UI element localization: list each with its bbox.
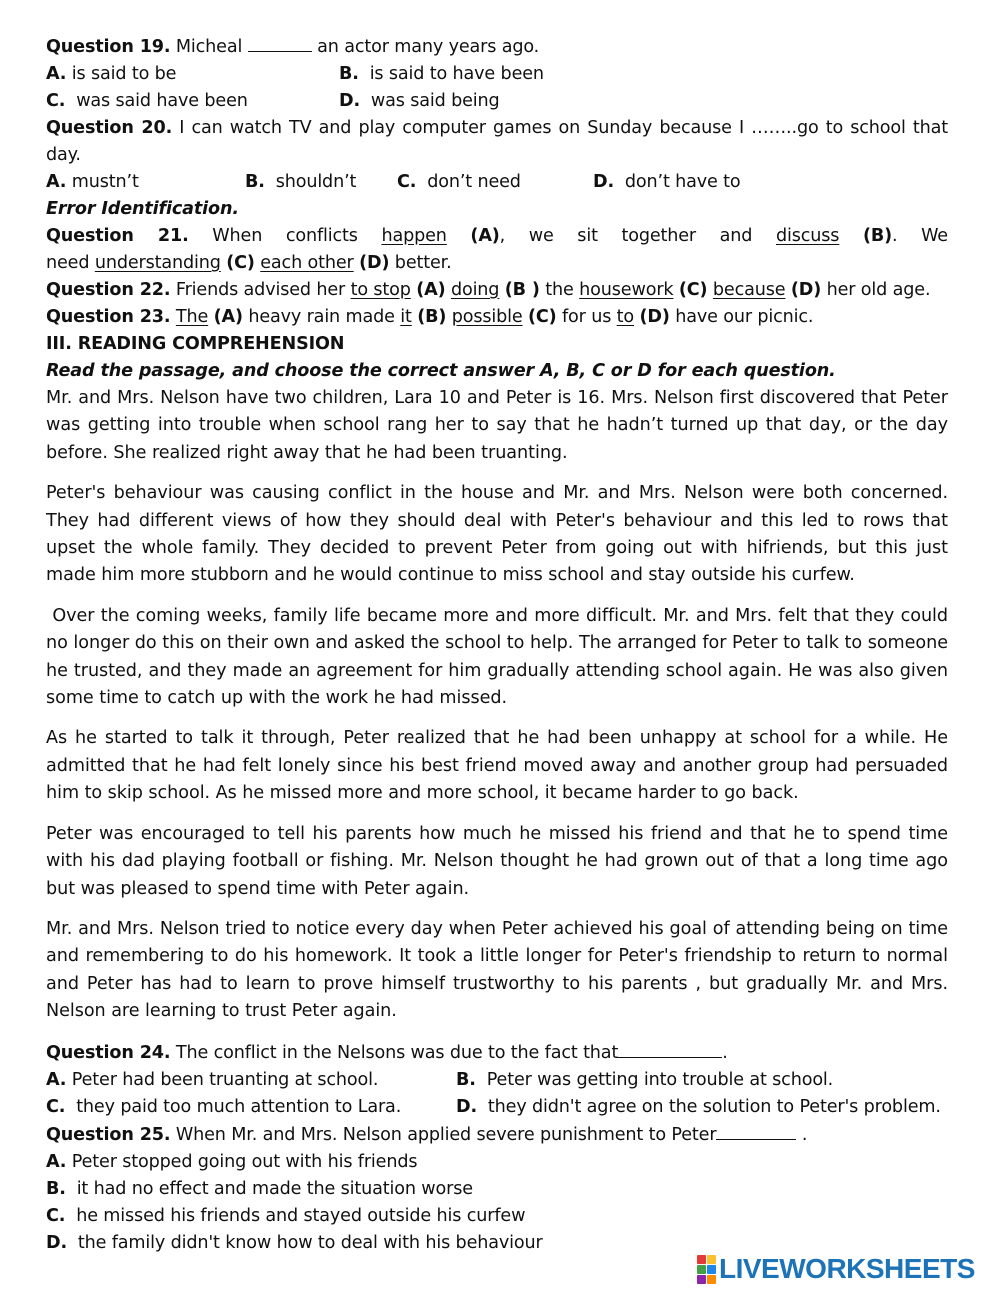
liveworksheets-logo-icon bbox=[697, 1255, 716, 1284]
passage-paragraph: Peter's behaviour was causing conflict in the house and Mr. and Mrs. Nelson were both concerned. They had different views of how they should deal with Peter's behaviour and this led to rows that upset the whole family. They decided to prevent Peter from going out with hifriends, but this just made him more stubborn and he would continue to miss school and stay outside his curfew. bbox=[46, 483, 948, 586]
error-identification-heading: Error Identification. bbox=[46, 199, 239, 219]
underlined-c: housework bbox=[579, 280, 674, 300]
question-24-options bbox=[46, 1067, 948, 1094]
question-21-line-2: need understanding (C) each other (D) better. bbox=[46, 253, 452, 273]
question-24-options-2 bbox=[46, 1094, 948, 1121]
underlined-b: doing bbox=[450, 280, 500, 300]
option-a: A. Peter stopped going out with his friends bbox=[46, 1151, 418, 1172]
underlined-a: happen bbox=[381, 226, 447, 246]
underlined-c: understanding bbox=[94, 253, 221, 273]
option-d: D. don’t have to bbox=[593, 172, 741, 192]
option-a: A. is said to be bbox=[46, 64, 177, 84]
passage-paragraph: Peter was encouraged to tell his parents how much he missed his friend and that he to spend time with his dad playing football or fishing. Mr. Nelson thought he had grown out of that a long time ago but was pleased to spend time with Peter again. bbox=[46, 823, 948, 899]
underlined-d: because bbox=[712, 280, 786, 300]
answer-blank bbox=[716, 1121, 796, 1140]
underlined-a: The bbox=[175, 307, 209, 327]
question-19-stem: Question 19. Micheal an actor many years ago. bbox=[46, 33, 948, 61]
option-b: B. Peter was getting into trouble at school. bbox=[456, 1069, 834, 1090]
underlined-b: it bbox=[400, 307, 412, 327]
option-a: A. mustn’t bbox=[46, 172, 139, 192]
question-20-stem: Question 20. I can watch TV and play computer games on Sunday because I ……..go to school that bbox=[46, 118, 948, 138]
question-21-line-1: Question 21. When conflicts happen (A), we sit together and discuss (B). We bbox=[46, 226, 948, 246]
underlined-d: to bbox=[616, 307, 635, 327]
worksheet-page bbox=[46, 33, 954, 1257]
passage-paragraph: Mr. and Mrs. Nelson tried to notice every day when Peter achieved his goal of attending being on time and remembering to do his homework. It took a little longer for Peter's friendship to return to normal and Peter has had to learn to prove himself trustworthy to his parents , but gradually Mr. and Mrs. Nelson are learning to trust Peter again. bbox=[46, 918, 948, 1022]
liveworksheets-logo[interactable] bbox=[697, 1255, 975, 1283]
question-19-options bbox=[46, 61, 948, 88]
option-c: C. they paid too much attention to Lara. bbox=[46, 1096, 402, 1117]
reading-heading: III. READING COMPREHENSION bbox=[46, 334, 345, 354]
option-a: A. Peter had been truanting at school. bbox=[46, 1069, 379, 1090]
passage-paragraph: As he started to talk it through, Peter realized that he had been unhappy at school for a while. He admitted that he had felt lonely since his best friend moved away and another group had persuaded him to skip school. As he missed more and more school, it became harder to go back. bbox=[46, 728, 948, 804]
question-24-stem: Question 24. The conflict in the Nelsons was due to the fact that . bbox=[46, 1039, 948, 1067]
underlined-c: possible bbox=[451, 307, 523, 327]
underlined-b: discuss bbox=[775, 226, 840, 246]
option-c: C. don’t need bbox=[397, 172, 521, 192]
option-d: D. the family didn't know how to deal with his behaviour bbox=[46, 1232, 543, 1253]
question-23: Question 23. The (A) heavy rain made it (B) possible (C) for us to (D) have our picnic. bbox=[46, 307, 814, 327]
underlined-d: each other bbox=[260, 253, 354, 273]
option-b: B. shouldn’t bbox=[245, 172, 357, 192]
option-b: B. is said to have been bbox=[339, 64, 544, 84]
question-20-stem-cont: day. bbox=[46, 145, 81, 165]
question-25-stem: Question 25. When Mr. and Mrs. Nelson applied severe punishment to Peter . bbox=[46, 1121, 948, 1149]
option-c: C. was said have been bbox=[46, 91, 248, 111]
passage-paragraph: Mr. and Mrs. Nelson have two children, Lara 10 and Peter is 16. Mrs. Nelson first discovered that Peter was getting into trouble when school rang her to say that he hadn’t turned up that day, or the day before. She realized right away that he had been truanting. bbox=[46, 388, 948, 463]
reading-passage bbox=[46, 385, 954, 1026]
question-20-options bbox=[46, 169, 948, 196]
answer-blank bbox=[248, 33, 312, 52]
reading-instruction: Read the passage, and choose the correct answer A, B, C or D for each question. bbox=[46, 361, 836, 381]
question-19-options-2 bbox=[46, 88, 948, 115]
option-d: D. was said being bbox=[339, 91, 500, 111]
question-22: Question 22. Friends advised her to stop (A) doing (B ) the housework (C) because (D) her old age. bbox=[46, 280, 931, 300]
passage-paragraph: Over the coming weeks, family life became more and more difficult. Mr. and Mrs. felt that they could no longer do this on their own and asked the school to help. The arranged for Peter to talk to someone he trusted, and they made an agreement for him gradually attending school again. He was also given some time to catch up with the work he had missed. bbox=[46, 605, 954, 709]
logo-text: LIVEWORKSHEETS bbox=[719, 1253, 975, 1284]
option-d: D. they didn't agree on the solution to Peter's problem. bbox=[456, 1096, 941, 1117]
option-c: C. he missed his friends and stayed outside his curfew bbox=[46, 1205, 526, 1226]
underlined-a: to stop bbox=[350, 280, 411, 300]
option-b: B. it had no effect and made the situation worse bbox=[46, 1178, 473, 1199]
answer-blank bbox=[618, 1039, 722, 1058]
